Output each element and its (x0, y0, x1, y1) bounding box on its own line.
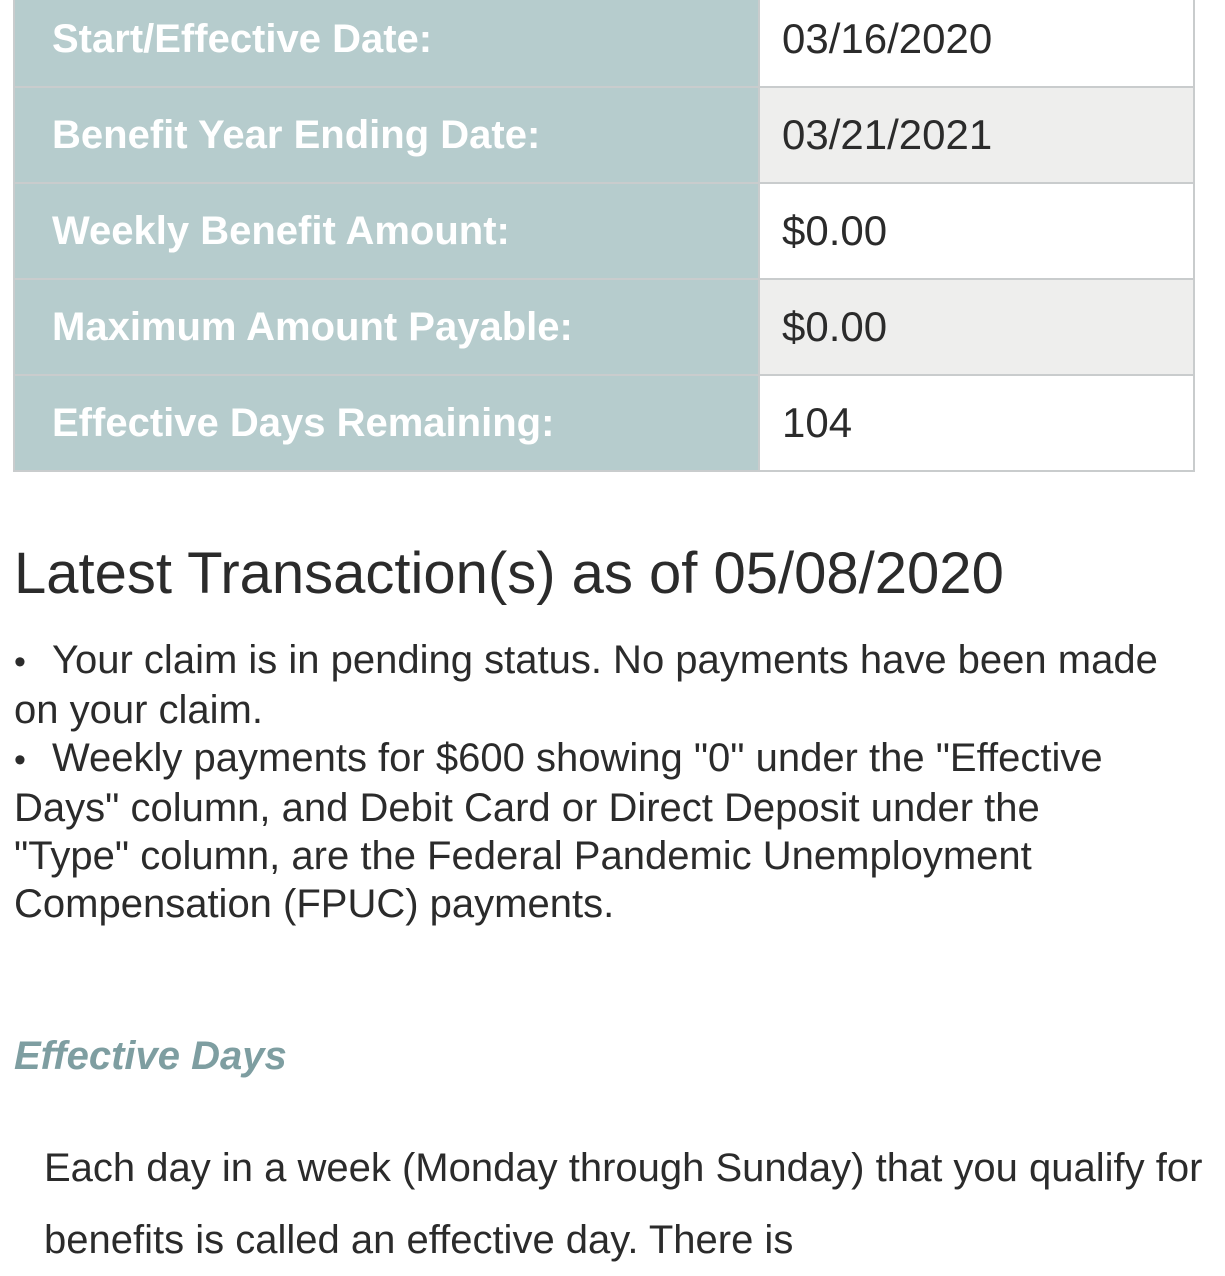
list-item (14, 636, 1164, 734)
effective-days-remaining-value: 104 (759, 375, 1194, 471)
start-effective-date-label: Start/Effective Date: (14, 0, 759, 87)
pending-status-text: Your claim is in pending status. No payments have been made on your claim. (14, 638, 1158, 732)
bullet-icon: • (14, 741, 26, 779)
maximum-amount-payable-label: Maximum Amount Payable: (14, 279, 759, 375)
weekly-benefit-amount-label: Weekly Benefit Amount: (14, 183, 759, 279)
benefit-year-ending-date-label: Benefit Year Ending Date: (14, 87, 759, 183)
effective-days-remaining-label: Effective Days Remaining: (14, 375, 759, 471)
table-row (14, 375, 1194, 471)
latest-transactions-title: Latest Transaction(s) as of 05/08/2020 (14, 541, 1004, 606)
maximum-amount-payable-value: $0.00 (759, 279, 1194, 375)
start-effective-date-value: 03/16/2020 (759, 0, 1194, 87)
effective-days-heading: Effective Days (14, 1034, 287, 1078)
table-row (14, 87, 1194, 183)
benefit-year-ending-date-value: 03/21/2021 (759, 87, 1194, 183)
table-row (14, 183, 1194, 279)
weekly-benefit-amount-value: $0.00 (759, 183, 1194, 279)
effective-days-description: Each day in a week (Monday through Sunday) that you qualify for benefits is called an effective day. There is (44, 1146, 1203, 1262)
table-row (14, 279, 1194, 375)
list-item (14, 734, 1164, 928)
claim-details-table (13, 0, 1195, 472)
bullet-icon: • (14, 643, 26, 681)
transaction-bullet-list (14, 636, 1164, 928)
table-row (14, 0, 1194, 87)
fpuc-payments-text: Weekly payments for $600 showing "0" under the "Effective Days" column, and Debit Card or Direct Deposit under the "Type" column, are the Federal Pandemic Unemployment Compensation (FPUC) payments. (14, 736, 1103, 926)
